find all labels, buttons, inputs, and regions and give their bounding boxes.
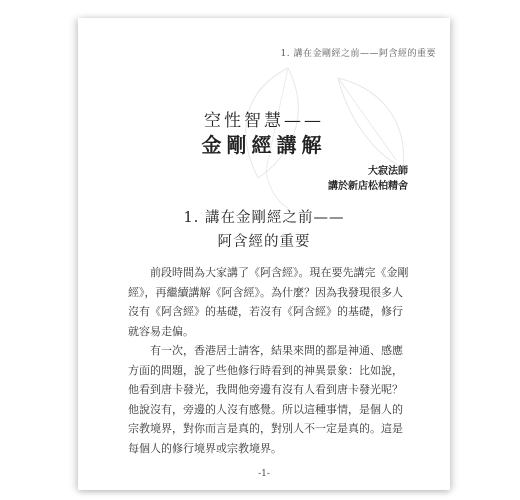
lecture-venue: 講於新店松柏精舍 xyxy=(328,181,408,192)
section-title-line1: 1. 講在金剛經之前—— xyxy=(183,210,345,226)
book-title-line2: 金剛經講解 xyxy=(201,133,327,157)
book-page xyxy=(78,18,450,490)
body-paragraph-1: 前段時間為大家講了《阿含經》。現在要先講完《金剛經》，再繼續講解《阿含經》。為什麼？因為我發現很多人沒有《阿含經》的基礎，若沒有《阿含經》的基礎，修行就容易走偏。 xyxy=(128,266,409,338)
author-name: 大寂法師 xyxy=(368,166,408,177)
section-title-line2: 阿含經的重要 xyxy=(217,234,311,250)
page-number: -1- xyxy=(258,469,270,479)
body-paragraph-2: 有一次，香港居士請客，結果來問的都是神通、感應方面的問題，說了些他修行時看到的神異景象：比如說，他看到唐卡發光，我問他旁邊有沒有人看到唐卡發光呢？他說沒有，旁邊的人沒有感覺。所以這種事情，是個人的宗教境界，對你而言是真的，對別人不一定是真的。這是每個人的修行境界或宗教境界。 xyxy=(128,344,403,455)
author-block xyxy=(328,164,408,194)
book-title-line1: 空性智慧—— xyxy=(204,111,324,131)
running-header: 1. 講在金剛經之前——阿含經的重要 xyxy=(280,49,436,59)
